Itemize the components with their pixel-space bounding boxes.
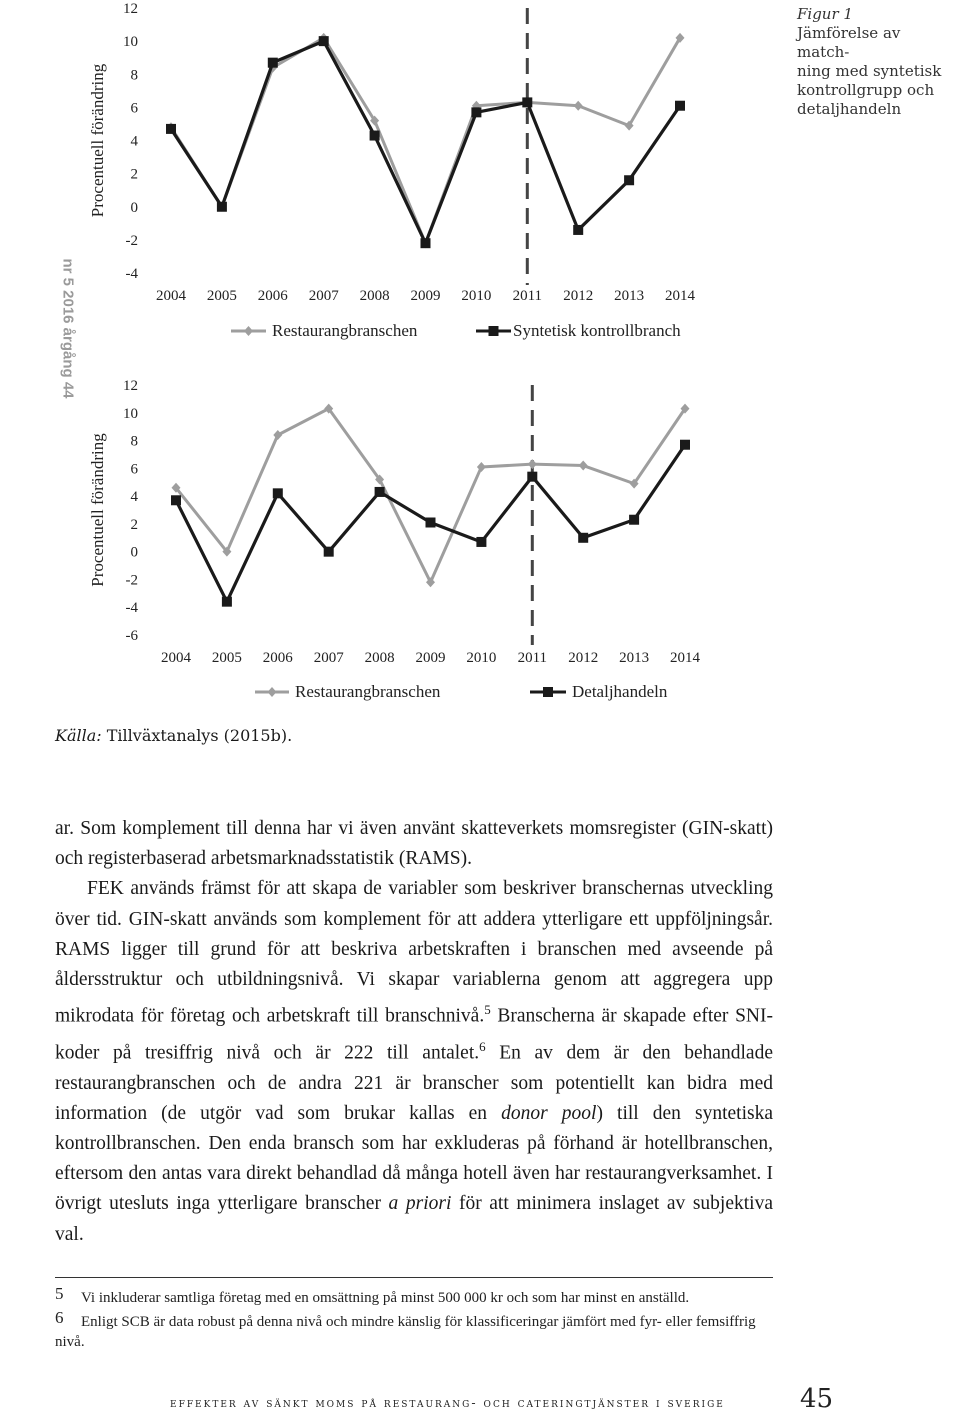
legend-label: Restaurangbranschen: [295, 682, 441, 701]
data-point: [222, 597, 232, 607]
x-tick-label: 2008: [364, 650, 395, 666]
source-label: Källa:: [55, 726, 102, 745]
x-tick-label: 2006: [257, 288, 288, 304]
y-tick-label: 10: [123, 405, 138, 422]
data-point: [421, 238, 431, 248]
data-point: [217, 202, 227, 212]
x-tick-label: 2012: [563, 288, 594, 304]
data-point: [578, 533, 588, 543]
legend-label: Restaurangbranschen: [272, 321, 418, 340]
footnotes: [55, 1284, 773, 1352]
legend-label: Syntetisk kontrollbranch: [513, 321, 681, 340]
y-axis-label: Procentuell förändring: [88, 63, 107, 218]
text-run: En av dem är den behandlade restaurangbranschen och de andra 221 är branscher som potentiellt kan bidra med information (de utgör vad som brukar kallas en: [55, 1042, 773, 1124]
y-tick-label: 2: [130, 516, 138, 533]
figure-caption-line: ning med syntetisk: [797, 62, 942, 80]
data-point: [522, 97, 532, 107]
data-point: [268, 58, 278, 68]
footnote-text: Enligt SCB är data robust på denna nivå och mindre känslig för klassificeringar jämfört med fyr- eller femsiffrig nivå.: [55, 1314, 756, 1350]
x-tick-label: 2011: [512, 288, 543, 304]
legend-swatch-marker: [543, 687, 553, 697]
data-point: [370, 131, 380, 141]
chart-restaurant-vs-retail: [0, 370, 790, 730]
data-point: [624, 175, 634, 185]
footnote-text: Vi inkluderar samtliga företag med en omsättning på minst 500 000 kr och som har minst en anställd.: [81, 1290, 690, 1306]
data-point: [324, 547, 334, 557]
data-point: [171, 495, 181, 505]
data-point: [273, 488, 283, 498]
series-line: [171, 38, 680, 243]
y-tick-label: -4: [125, 600, 138, 617]
x-tick-label: 2010: [461, 288, 492, 304]
y-tick-label: -4: [125, 266, 138, 282]
source-text: Tillväxtanalys (2015b).: [106, 726, 293, 745]
series-line: [176, 409, 685, 583]
x-tick-label: 2013: [614, 288, 645, 304]
data-point: [166, 124, 176, 134]
footnote-number: 5: [55, 1284, 64, 1303]
footnote-reference[interactable]: 6: [479, 1038, 486, 1054]
paragraph: [55, 874, 773, 1249]
figure-source: [55, 726, 292, 745]
y-tick-label: 6: [130, 461, 138, 478]
y-tick-label: 4: [130, 489, 138, 506]
data-point: [319, 36, 329, 46]
data-point: [528, 459, 537, 469]
x-tick-label: 2013: [619, 650, 650, 666]
x-tick-label: 2006: [262, 650, 293, 666]
y-tick-label: 4: [130, 133, 138, 150]
figure-caption-line: kontrollgrupp och: [797, 81, 935, 99]
y-tick-label: 0: [130, 199, 138, 216]
text-run: Branscherna är skapade efter SNI-koder på tresiffrig nivå och är 222 till antalet.: [55, 1005, 773, 1064]
y-axis-label: Procentuell förändring: [88, 433, 107, 587]
text-run: ) till den syntetiska kontrollbranschen. Den enda bransch som har exkluderas på förhand är hotellbranschen, eftersom den antas vara direkt behandlad då många hotell även har restaurangverksamhet. I övrigt utesluts inga ytterligare branscher: [55, 1102, 773, 1215]
x-tick-label: 2004: [156, 288, 186, 304]
x-tick-label: 2014: [670, 650, 700, 666]
legend-swatch-marker: [268, 687, 277, 697]
figure-caption-line: detaljhandeln: [797, 100, 902, 118]
emphasis: a priori: [388, 1193, 452, 1215]
y-tick-label: 12: [123, 378, 138, 394]
data-point: [573, 225, 583, 235]
y-tick-label: 12: [123, 1, 138, 17]
series-line: [171, 41, 680, 243]
footnote-rule: [55, 1277, 773, 1278]
y-tick-label: 8: [130, 67, 138, 84]
footnote-reference[interactable]: 5: [484, 1002, 491, 1018]
text-run: FEK används främst för att skapa de variabler som beskriver branschernas utveckling över tid. GIN-skatt används som komplement för att addera ytterligare ett uppföljningsår. RAMS ligger till grund för att beskriva arbetskraften i branschen med avseende på åldersstruktur och utbildningsnivå. Vi skapar variablerna genom att aggregera upp mikrodata för företag och arbetskraft till branschnivå.: [55, 878, 773, 1027]
y-tick-label: 2: [130, 166, 138, 183]
chart-restaurant-vs-synthetic: [0, 0, 790, 360]
figure-caption-line: Jämförelse av match-: [797, 24, 901, 61]
text-run: för att minimera inslaget av subjektiva val.: [55, 1193, 773, 1245]
data-point: [680, 440, 690, 450]
y-tick-label: -6: [125, 628, 138, 644]
data-point: [527, 472, 537, 482]
data-point: [574, 101, 583, 111]
x-tick-label: 2012: [568, 650, 599, 666]
legend-swatch-marker: [244, 326, 253, 336]
x-tick-label: 2008: [359, 288, 390, 304]
y-tick-label: 8: [130, 433, 138, 450]
data-point: [375, 487, 385, 497]
y-tick-label: 0: [130, 544, 138, 561]
x-tick-label: 2014: [665, 288, 695, 304]
emphasis: donor pool: [501, 1102, 597, 1124]
data-point: [426, 518, 436, 528]
x-tick-label: 2005: [206, 288, 237, 304]
x-tick-label: 2009: [415, 650, 446, 666]
data-point: [629, 515, 639, 525]
data-point: [675, 101, 685, 111]
y-tick-label: -2: [125, 572, 138, 589]
data-point: [579, 461, 588, 471]
x-tick-label: 2005: [211, 650, 242, 666]
figure-label: Figur 1: [797, 5, 853, 23]
y-tick-label: 6: [130, 100, 138, 117]
x-tick-label: 2007: [308, 288, 339, 304]
x-tick-label: 2007: [313, 650, 344, 666]
x-tick-label: 2009: [410, 288, 441, 304]
x-tick-label: 2011: [517, 650, 548, 666]
x-tick-label: 2004: [161, 650, 191, 666]
y-tick-label: 10: [123, 34, 138, 51]
journal-issue-tag: nr 5 2016 årgång 44: [59, 258, 77, 399]
page-number: 45: [800, 1384, 834, 1414]
footnote-number: 6: [55, 1308, 64, 1327]
footnote: [55, 1308, 773, 1352]
legend-label: Detaljhandeln: [572, 682, 668, 701]
running-footer: effekter av sänkt moms på restaurang- och cateringtjänster i sverige: [170, 1395, 725, 1410]
data-point: [471, 107, 481, 117]
y-tick-label: -2: [125, 232, 138, 249]
data-point: [476, 537, 486, 547]
x-tick-label: 2010: [466, 650, 497, 666]
figure-caption: [797, 5, 957, 119]
legend-swatch-marker: [489, 326, 499, 336]
body-text: [55, 814, 773, 1250]
footnote: [55, 1284, 773, 1308]
paragraph: ar. Som komplement till denna har vi även använt skatteverkets momsregister (GIN-skatt) och registerbaserad arbetsmarknadsstatistik (RAMS).: [55, 818, 773, 870]
